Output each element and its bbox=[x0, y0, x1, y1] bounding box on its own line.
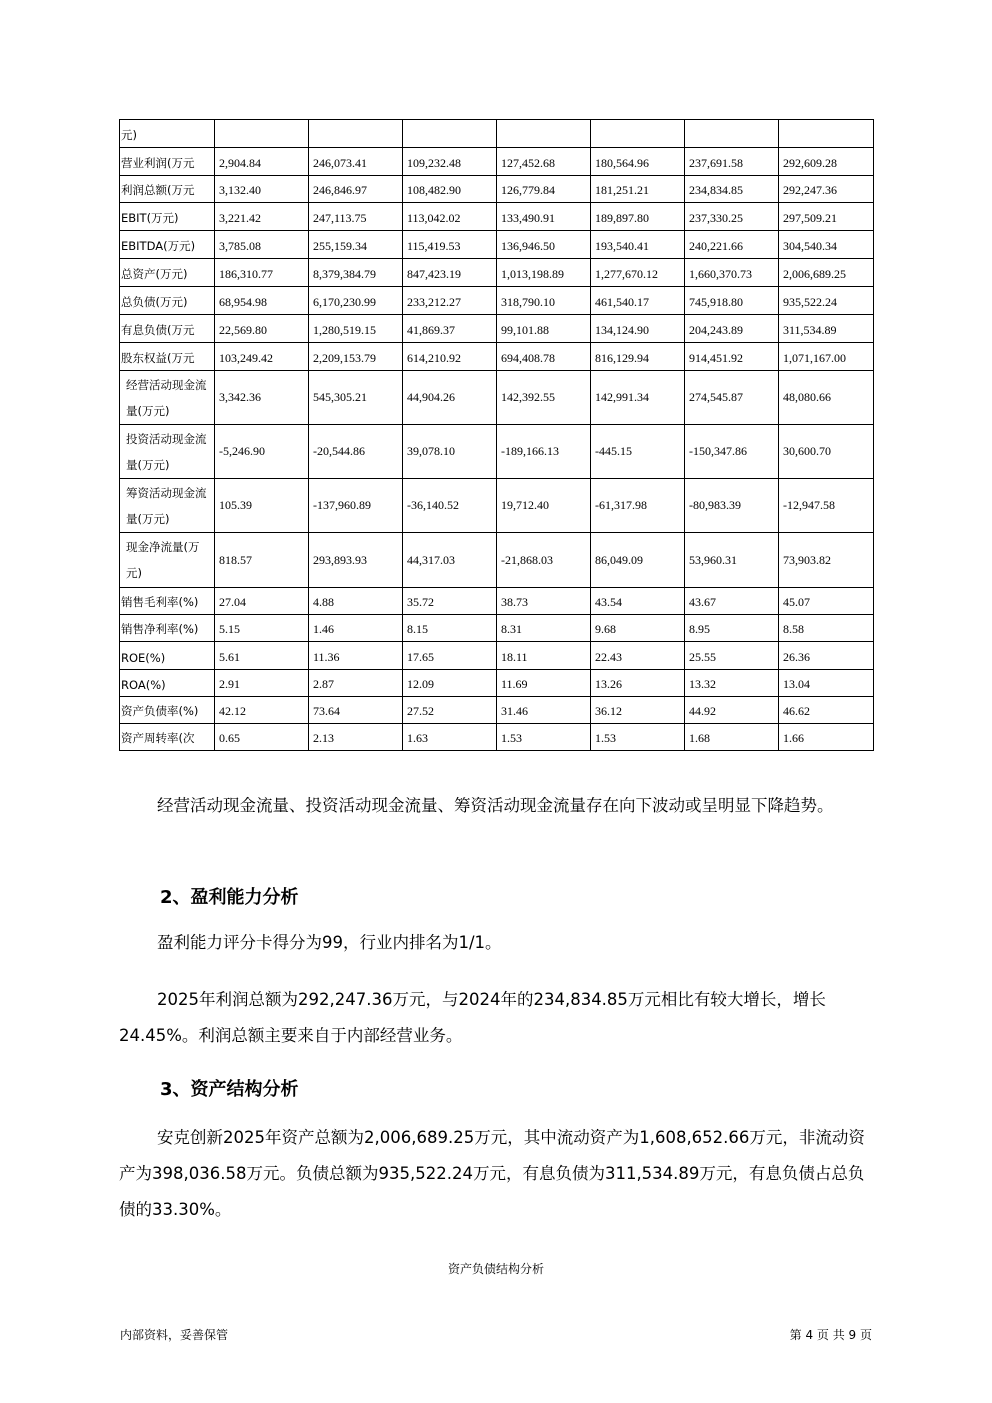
heading-profitability-analysis: 2、盈利能力分析 bbox=[160, 887, 299, 908]
table-cell: 293,893.93 bbox=[309, 533, 403, 588]
table-cell: 127,452.68 bbox=[497, 148, 591, 176]
table-cell: 27.52 bbox=[403, 697, 497, 724]
table-cell: 17.65 bbox=[403, 642, 497, 670]
table-cell: 86,049.09 bbox=[591, 533, 685, 588]
row-label: 总资产(万元) bbox=[120, 259, 215, 287]
table-cell: 2,904.84 bbox=[215, 148, 309, 176]
row-label: EBITDA(万元) bbox=[120, 231, 215, 259]
table-cell: 126,779.84 bbox=[497, 176, 591, 203]
table-row bbox=[120, 343, 874, 371]
table-row bbox=[120, 203, 874, 231]
table-cell: 181,251.21 bbox=[591, 176, 685, 203]
table-cell: 2.91 bbox=[215, 670, 309, 697]
row-label: 投资活动现金流量(万元) bbox=[120, 425, 215, 479]
table-cell: 247,113.75 bbox=[309, 203, 403, 231]
table-cell: 13.32 bbox=[685, 670, 779, 697]
footer-confidential-note: 内部资料，妥善保管 bbox=[120, 1328, 229, 1342]
table-cell: 2.87 bbox=[309, 670, 403, 697]
table-row bbox=[120, 615, 874, 642]
table-row bbox=[120, 176, 874, 203]
table-cell: 1,280,519.15 bbox=[309, 315, 403, 343]
table-cell: 142,392.55 bbox=[497, 371, 591, 425]
table-cell: 44.92 bbox=[685, 697, 779, 724]
table-cell: 186,310.77 bbox=[215, 259, 309, 287]
table-cell: 818.57 bbox=[215, 533, 309, 588]
table-cell: 545,305.21 bbox=[309, 371, 403, 425]
table-cell: 1.46 bbox=[309, 615, 403, 642]
table-cell: 136,946.50 bbox=[497, 231, 591, 259]
row-label: 股东权益(万元 bbox=[120, 343, 215, 371]
table-cell: 44,904.26 bbox=[403, 371, 497, 425]
table-cell: 935,522.24 bbox=[779, 287, 874, 315]
heading-asset-structure-analysis: 3、资产结构分析 bbox=[160, 1079, 299, 1100]
table-cell: 53,960.31 bbox=[685, 533, 779, 588]
row-label: 筹资活动现金流量(万元) bbox=[120, 479, 215, 533]
row-label: EBIT(万元) bbox=[120, 203, 215, 231]
table-cell: 38.73 bbox=[497, 588, 591, 615]
table-cell: 246,846.97 bbox=[309, 176, 403, 203]
table-cell: 22.43 bbox=[591, 642, 685, 670]
table-cell: 1.53 bbox=[497, 724, 591, 751]
table-cell: 25.55 bbox=[685, 642, 779, 670]
table-cell: -12,947.58 bbox=[779, 479, 874, 533]
table-cell: 1.66 bbox=[779, 724, 874, 751]
table-cell: -5,246.90 bbox=[215, 425, 309, 479]
table-cell: -36,140.52 bbox=[403, 479, 497, 533]
table-cell bbox=[685, 120, 779, 148]
table-cell: 115,419.53 bbox=[403, 231, 497, 259]
table-cell: -20,544.86 bbox=[309, 425, 403, 479]
table-cell: 8.95 bbox=[685, 615, 779, 642]
table-cell: 274,545.87 bbox=[685, 371, 779, 425]
table-row bbox=[120, 231, 874, 259]
table-cell: 43.67 bbox=[685, 588, 779, 615]
table-row bbox=[120, 697, 874, 724]
table-cell: 1,277,670.12 bbox=[591, 259, 685, 287]
table-cell: 8,379,384.79 bbox=[309, 259, 403, 287]
table-cell: -21,868.03 bbox=[497, 533, 591, 588]
table-cell: 1.63 bbox=[403, 724, 497, 751]
table-cell: 44,317.03 bbox=[403, 533, 497, 588]
row-label: 总负债(万元) bbox=[120, 287, 215, 315]
table-cell: 18.11 bbox=[497, 642, 591, 670]
table-row bbox=[120, 371, 874, 425]
table-cell: 113,042.02 bbox=[403, 203, 497, 231]
table-cell: 246,073.41 bbox=[309, 148, 403, 176]
row-label: ROE(%) bbox=[120, 642, 215, 670]
table-cell: 45.07 bbox=[779, 588, 874, 615]
table-row bbox=[120, 533, 874, 588]
figure-caption: 资产负债结构分析 bbox=[447, 1262, 544, 1276]
table-cell bbox=[591, 120, 685, 148]
table-cell: 694,408.78 bbox=[497, 343, 591, 371]
table-cell: 43.54 bbox=[591, 588, 685, 615]
table-cell: 36.12 bbox=[591, 697, 685, 724]
table-cell: -189,166.13 bbox=[497, 425, 591, 479]
table-cell: 318,790.10 bbox=[497, 287, 591, 315]
table-cell: 237,330.25 bbox=[685, 203, 779, 231]
table-cell: 31.46 bbox=[497, 697, 591, 724]
table-cell: 234,834.85 bbox=[685, 176, 779, 203]
row-label: 资产周转率(次 bbox=[120, 724, 215, 751]
table-cell: 30,600.70 bbox=[779, 425, 874, 479]
table-cell: 614,210.92 bbox=[403, 343, 497, 371]
table-cell: 304,540.34 bbox=[779, 231, 874, 259]
table-row bbox=[120, 120, 874, 148]
table-cell: 1,071,167.00 bbox=[779, 343, 874, 371]
table-row bbox=[120, 148, 874, 176]
table-cell: 2,006,689.25 bbox=[779, 259, 874, 287]
row-label: 元) bbox=[120, 120, 215, 148]
table-cell: 73.64 bbox=[309, 697, 403, 724]
table-cell: 99,101.88 bbox=[497, 315, 591, 343]
table-cell: 4.88 bbox=[309, 588, 403, 615]
table-cell: 68,954.98 bbox=[215, 287, 309, 315]
footer-page-number: 第 4 页 共 9 页 bbox=[789, 1328, 872, 1342]
table-cell: 2,209,153.79 bbox=[309, 343, 403, 371]
table-cell: 1.53 bbox=[591, 724, 685, 751]
table-row bbox=[120, 425, 874, 479]
table-cell: 3,132.40 bbox=[215, 176, 309, 203]
table-cell bbox=[779, 120, 874, 148]
row-label: 资产负债率(%) bbox=[120, 697, 215, 724]
table-row bbox=[120, 724, 874, 751]
table-cell: 914,451.92 bbox=[685, 343, 779, 371]
table-cell: 11.69 bbox=[497, 670, 591, 697]
table-cell: 461,540.17 bbox=[591, 287, 685, 315]
table-cell: 8.31 bbox=[497, 615, 591, 642]
row-label: 现金净流量(万元) bbox=[120, 533, 215, 588]
table-cell: 13.26 bbox=[591, 670, 685, 697]
paragraph-profit-score: 盈利能力评分卡得分为99，行业内排名为1/1。 bbox=[157, 933, 502, 952]
table-row bbox=[120, 670, 874, 697]
table-cell: 6,170,230.99 bbox=[309, 287, 403, 315]
table-cell: 1,660,370.73 bbox=[685, 259, 779, 287]
table-cell: 133,490.91 bbox=[497, 203, 591, 231]
table-cell: 0.65 bbox=[215, 724, 309, 751]
table-cell: 5.15 bbox=[215, 615, 309, 642]
table-cell: 142,991.34 bbox=[591, 371, 685, 425]
table-cell: 193,540.41 bbox=[591, 231, 685, 259]
table-cell: 13.04 bbox=[779, 670, 874, 697]
table-row bbox=[120, 479, 874, 533]
table-cell: -137,960.89 bbox=[309, 479, 403, 533]
table-cell: 3,342.36 bbox=[215, 371, 309, 425]
table-cell: -61,317.98 bbox=[591, 479, 685, 533]
table-cell: 105.39 bbox=[215, 479, 309, 533]
table-cell: 297,509.21 bbox=[779, 203, 874, 231]
table-cell: 8.15 bbox=[403, 615, 497, 642]
table-cell: 292,247.36 bbox=[779, 176, 874, 203]
table-cell: 41,869.37 bbox=[403, 315, 497, 343]
table-cell: 27.04 bbox=[215, 588, 309, 615]
table-cell: 237,691.58 bbox=[685, 148, 779, 176]
table-body bbox=[120, 120, 874, 751]
table-cell: 48,080.66 bbox=[779, 371, 874, 425]
table-cell bbox=[497, 120, 591, 148]
paragraph-asset-structure: 安克创新2025年资产总额为2,006,689.25万元，其中流动资产为1,608,652.66万元，非流动资产为398,036.58万元。负债总额为935,522.24万元，有息负债为311,534.89万元，有息负债占总负债的33.30%。 bbox=[119, 1128, 865, 1219]
table-row bbox=[120, 259, 874, 287]
table-row bbox=[120, 287, 874, 315]
table-cell: 1,013,198.89 bbox=[497, 259, 591, 287]
table-cell: 9.68 bbox=[591, 615, 685, 642]
table-cell: 42.12 bbox=[215, 697, 309, 724]
table-row bbox=[120, 588, 874, 615]
paragraph-profit-total: 2025年利润总额为292,247.36万元，与2024年的234,834.85万元相比有较大增长，增长24.45%。利润总额主要来自于内部经营业务。 bbox=[119, 990, 826, 1045]
table-cell: 233,212.27 bbox=[403, 287, 497, 315]
row-label: 销售毛利率(%) bbox=[120, 588, 215, 615]
table-cell: 108,482.90 bbox=[403, 176, 497, 203]
row-label: 营业利润(万元 bbox=[120, 148, 215, 176]
table-cell: 39,078.10 bbox=[403, 425, 497, 479]
table-cell bbox=[309, 120, 403, 148]
table-cell: 180,564.96 bbox=[591, 148, 685, 176]
table-cell: 816,129.94 bbox=[591, 343, 685, 371]
table-cell: 745,918.80 bbox=[685, 287, 779, 315]
table-cell: 26.36 bbox=[779, 642, 874, 670]
table-row bbox=[120, 315, 874, 343]
table-cell: 311,534.89 bbox=[779, 315, 874, 343]
table-cell: 255,159.34 bbox=[309, 231, 403, 259]
table-row bbox=[120, 642, 874, 670]
table-cell: -80,983.39 bbox=[685, 479, 779, 533]
table-cell: 73,903.82 bbox=[779, 533, 874, 588]
table-cell: 19,712.40 bbox=[497, 479, 591, 533]
table-cell: 35.72 bbox=[403, 588, 497, 615]
table-cell: 11.36 bbox=[309, 642, 403, 670]
table-cell: 292,609.28 bbox=[779, 148, 874, 176]
table-cell: 5.61 bbox=[215, 642, 309, 670]
table-cell: 8.58 bbox=[779, 615, 874, 642]
row-label: 有息负债(万元 bbox=[120, 315, 215, 343]
table-cell bbox=[403, 120, 497, 148]
table-cell: 3,221.42 bbox=[215, 203, 309, 231]
financial-indicators-table bbox=[119, 119, 874, 751]
table-cell: 2.13 bbox=[309, 724, 403, 751]
table-cell: 240,221.66 bbox=[685, 231, 779, 259]
table-cell: 134,124.90 bbox=[591, 315, 685, 343]
row-label: ROA(%) bbox=[120, 670, 215, 697]
table-cell: 46.62 bbox=[779, 697, 874, 724]
table-cell bbox=[215, 120, 309, 148]
table-cell: 22,569.80 bbox=[215, 315, 309, 343]
row-label: 利润总额(万元 bbox=[120, 176, 215, 203]
table-cell: 1.68 bbox=[685, 724, 779, 751]
table-cell: 12.09 bbox=[403, 670, 497, 697]
table-cell: -445.15 bbox=[591, 425, 685, 479]
table-cell: 3,785.08 bbox=[215, 231, 309, 259]
table-cell: 847,423.19 bbox=[403, 259, 497, 287]
table-cell: 189,897.80 bbox=[591, 203, 685, 231]
table-cell: 204,243.89 bbox=[685, 315, 779, 343]
table-cell: 109,232.48 bbox=[403, 148, 497, 176]
table-cell: -150,347.86 bbox=[685, 425, 779, 479]
row-label: 销售净利率(%) bbox=[120, 615, 215, 642]
paragraph-cashflow-trend: 经营活动现金流量、投资活动现金流量、筹资活动现金流量存在向下波动或呈明显下降趋势。 bbox=[157, 796, 834, 815]
table-cell: 103,249.42 bbox=[215, 343, 309, 371]
row-label: 经营活动现金流量(万元) bbox=[120, 371, 215, 425]
